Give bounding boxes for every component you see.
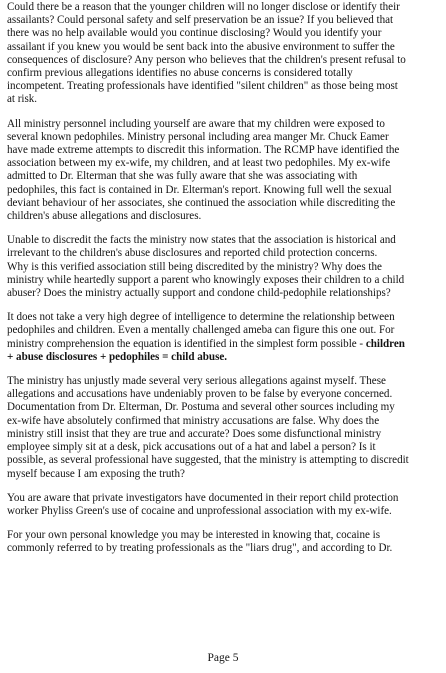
paragraph-cocaine: For your own personal knowledge you may be interested in knowing that, cocaine is commonly referred to by treating professionals as the "liars drug", and according to Dr.	[7, 529, 393, 555]
paragraph-false-allegations: The ministry has unjustly made several very serious allegations against myself. These allegations and accusations have undeniably proven to be false by everyone concerned. Documentation from Dr. Elterman, Dr. Postuma and several other sources including my ex-wife have absolutely confirmed that ministry accusations are false. Why does the ministry still insist that they are true and accurate? Does some disfunctional ministry employee simply sit at a desk, pick accusations out of a hat and label a person? Is it possible, as several professional have suggested, that the ministry is attempting to discredit myself because I am exposing the truth?	[7, 375, 409, 480]
equation-text: It does not take a very high degree of intelligence to determine the relationship between pedophiles and children. Even a mentally challenged ameba can figure this one out. For ministry comprehension the equation is identified in the simplest form possible -	[7, 311, 395, 350]
paragraph-pedophile-exposure: All ministry personnel including yourself are aware that my children were exposed to several known pedophiles. Ministry personal including area manger Mr. Chuck Eamer have made extreme attempts to discredit this information. The RCMP have identified the association between my ex-wife, my children, and at least two pedophiles. My ex-wife admitted to Dr. Elterman that she was fully aware that she was associating with pedophiles, this fact is contained in Dr. Elterman's report. Knowing full well the sexual deviant behaviour of her associates, she continued the association while discrediting the children's abuse allegations and disclosures.	[7, 117, 400, 223]
paragraph-silent-children: Could there be a reason that the younger children will no longer disclose or identify their assailants? Could personal safety and self preservation be an issue? If you believed that there was no help available would you continue disclosing? Would you identify your assailant if you knew you would be sent back into the abusive environment to suffer the consequences of disclosure? Any person who believes that the children's present refusal to confirm previous allegations identifies no abuse concerns is considered totally incompetent. Treating professionals have identified "silent children" as those being most at risk.	[7, 1, 406, 106]
equation-bold: children + abuse disclosures + pedophiles = child abuse.	[7, 337, 405, 363]
paragraph-equation	[7, 311, 436, 364]
paragraph-historical-association: Unable to discredit the facts the ministry now states that the association is historical and irrelevant to the children's abuse disclosures and reported child protection concerns. Why is this verified association still being discredited by the ministry? Why does the ministry while heartedly support a parent who knowingly exposes their children to a child abuser? Does the ministry actually support and condone child-pedophile relationships?	[7, 234, 405, 300]
paragraph-investigators: You are aware that private investigators have documented in their report child protection worker Phyliss Green's use of cocaine and unprofessional association with my ex-wife.	[7, 491, 399, 517]
page-number: Page 5	[207, 652, 239, 664]
